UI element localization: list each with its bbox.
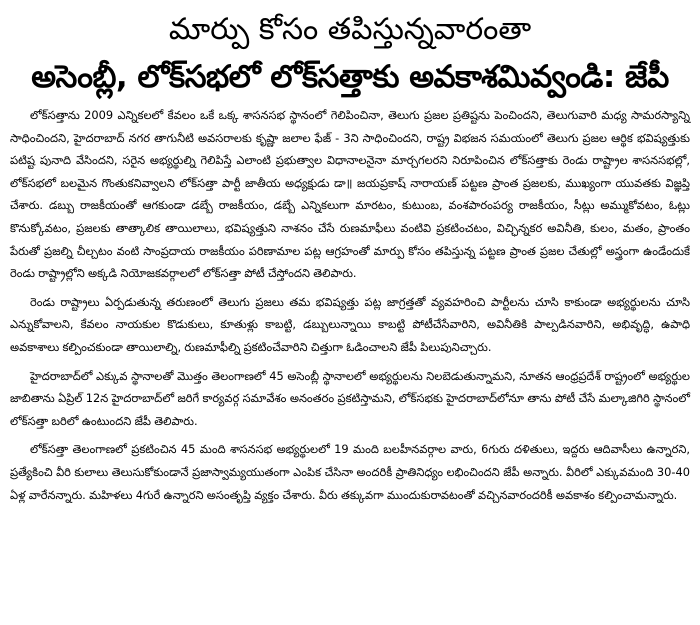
article-paragraph-1: లోక్‌సత్తాను 2009 ఎన్నికలలో కేవలం ఒకే ఒక్క శాసనసభ స్థానంలో గెలిపించినా, తెలుగు ప్రజల ప్రతిష్టను పెంచిందని, తెలుగువారి మధ్య సామరస్యాన్ని సాధించిందని, హైదరాబాద్ నగర తాగునీటి అవసరాలకు కృష్ణా జలాల ఫేజ్ - 3ని సాధించిందని, రాష్ట్ర విభజన సమయంలో తెలుగు ప్రజల ఆర్థిక భవిష్యత్తుకు పటిష్ట పునాది వేసిందని, సరైన అభ్యర్థుల్ని గెలిపిస్తే ఎలాంటి ప్రభుత్వాల విధానాలనైనా మార్చగలరని నిరూపించిన లోక్‌సత్తాకు రెండు రాష్ట్రాల శాసనసభల్లో, లోక్‌సభలో బలమైన గొంతుకనివ్వాలని లోక్‌సత్తా పార్టీ జాతీయ అధ్యక్షుడు డా॥ జయప్రకాష్ నారాయణ్ పట్టణ ప్రాంత ప్రజలకు, ముఖ్యంగా యువతకు విజ్ఞప్తి చేశారు. డబ్బు రాజకీయంతో ఆగకుండా డబ్బే రాజకీయం, డబ్బే ఎన్నికలుగా మారటం, కుటుంబ, వంశపారంపర్య రాజకీయం, సీట్లు అమ్ముకోవటం, ఓట్లు కొనుక్కోవటం, ప్రజలకు తాత్కాలిక తాయిలాలు, భవిష్యత్తుని నాశనం చేసే రుణమాఫీలు వంటివి ప్రకటించటం, విచ్ఛిన్నకర అవినీతి, కులం, మతం, ప్రాంతం పేరుతో ప్రజల్ని చీల్చటం వంటి సాంప్రదాయ రాజకీయం పరిణామాల పట్ల ఆగ్రహంతో మార్పు కోసం తపిస్తున్న పట్టణ ప్రాంత ప్రజల చేతుల్లో అస్త్రంగా ఉండేందుకే రెండు రాష్ట్రాల్లోని అక్కడి నియోజకవర్గాలలో లోక్‌సత్తా పోటీ చేస్తోందని తెలిపారు. <box>10 108 690 281</box>
article-paragraph-2: రెండు రాష్ట్రాలు ఏర్పడుతున్న తరుణంలో తెలుగు ప్రజలు తమ భవిష్యత్తు పట్ల జాగ్రత్తతో వ్యవహరించి పార్టీలను చూసి కాకుండా అభ్యర్థులను చూసి ఎన్నుకోవాలని, కేవలం నాయకుల కొడుకులు, కూతుళ్లు కాబట్టి, డబ్బులున్నాయి కాబట్టి పోటీచేసేవారిని, అవినీతికి పాల్పడినవారిని, అభివృద్ధి, ఉపాధి అవకాశాలు కల్పించకుండా తాయిలాల్ని, రుణమాఫీల్ని ప్రకటించేవారిని చిత్తుగా ఓడించాలని జేపీ పిలుపునిచ్చారు. <box>10 294 690 354</box>
headline-line-2: అసెంబ్లీ, లోక్‌సభలో లోక్‌సత్తాకు అవకాశమివ్వండి: జేపీ <box>31 59 669 95</box>
article-body <box>10 104 690 506</box>
headline-line-1: మార్పు కోసం తపిస్తున్నవారంతా <box>168 12 532 47</box>
article-paragraph-3: హైదరాబాద్‌లో ఎక్కువ స్థానాలతో మొత్తం తెలంగాణలో 45 అసెంబ్లీ స్థానాలలో అభ్యర్థులను నిలబెడుతున్నామని, నూతన ఆంధ్రప్రదేశ్ రాష్ట్రంలో అభ్యర్థుల జాబితాను ఏప్రిల్ 12న హైదరాబాద్‌లో జరిగే కార్యవర్గ సమావేశం అనంతరం ప్రకటిస్తామని, లోక్‌సభకు హైదరాబాద్‌లోనూ తాను పోటీ చేసే మల్కాజిగిరి స్థానంలో లోక్‌సత్తా బరిలో ఉంటుందని జేపీ తెలిపారు. <box>10 368 690 428</box>
article-paragraph-4: లోక్‌సత్తా తెలంగాణలో ప్రకటించిన 45 మంది శాసనసభ అభ్యర్థులలో 19 మంది బలహీనవర్గాల వారు, 6గురు దళితులు, ఇద్దరు ఆదివాసీలు ఉన్నారని, ప్రత్యేకించి వీరి కులాలు తెలుసుకోకుండానే ప్రజాస్వామ్యయుతంగా ఎంపిక చేసినా అందరికీ ప్రాతినిధ్యం లభించిందని జేపీ అన్నారు. వీరిలో ఎక్కువమంది 30-40 ఏళ్ల వారేనన్నారు. మహిళలు 4గురే ఉన్నారని అసంతృప్తి వ్యక్తం చేశారు. వీరు తక్కువగా ముందుకురావటంతో వచ్చినవారందరికీ అవకాశం కల్పించామన్నారు. <box>10 442 690 502</box>
